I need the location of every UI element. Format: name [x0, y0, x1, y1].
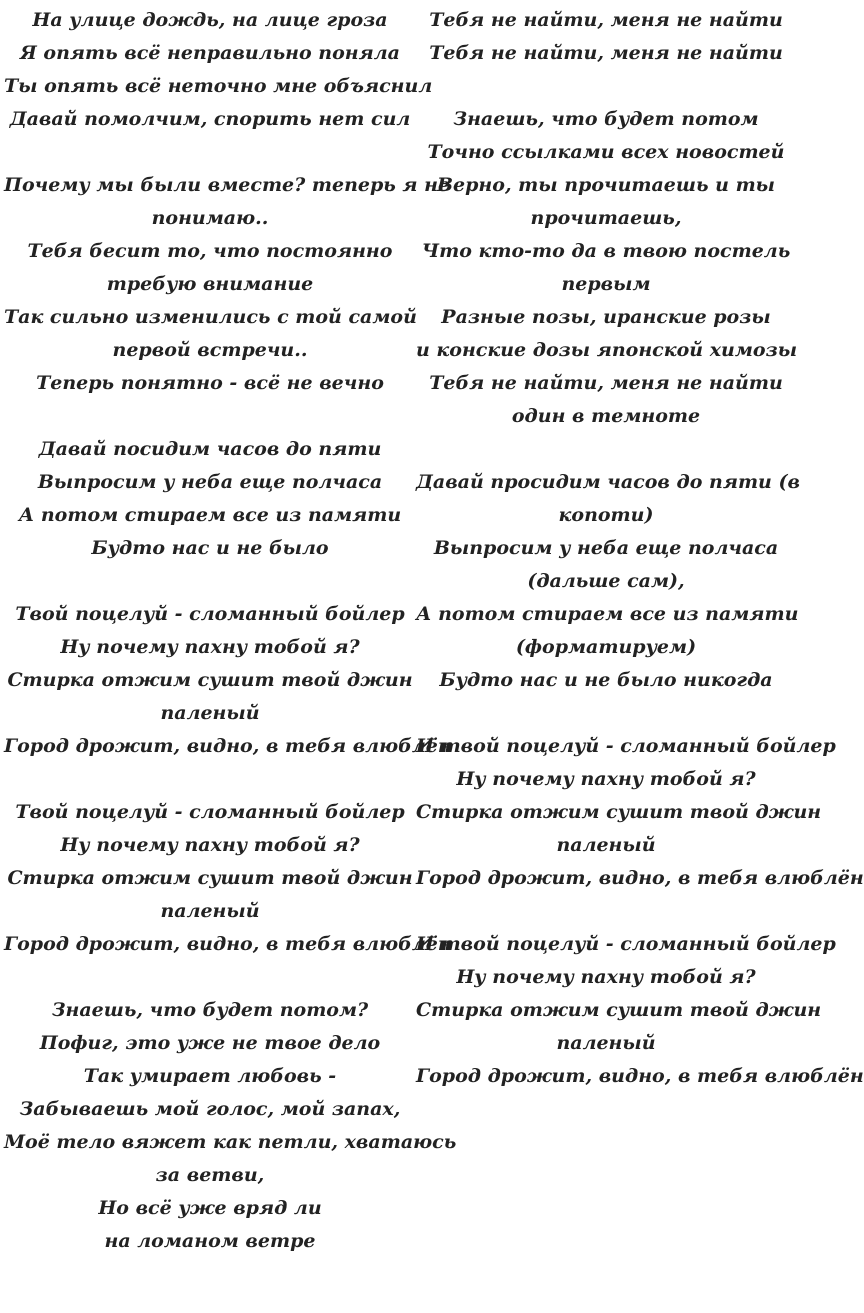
- lyric-line: Моё тело вяжет как петли, хватаюсь: [4, 1131, 457, 1153]
- lyric-line: Город дрожит, видно, в тебя влюблён: [4, 933, 452, 955]
- lyric-line: Давай помолчим, спорить нет сил: [9, 108, 411, 130]
- lyric-line: Что кто-то да в твою постель: [421, 240, 791, 262]
- lyric-line: Ну почему пахну тобой я?: [456, 768, 756, 790]
- lyric-line: А потом стираем все из памяти: [18, 504, 402, 526]
- stanza-gap: [4, 400, 416, 433]
- lyric-line: Выпросим у неба еще полчаса: [433, 537, 779, 559]
- lyric-line: На улице дождь, на лице гроза: [32, 9, 388, 31]
- lyric-line: и конские дозы японской химозы: [416, 339, 798, 361]
- lyric-line: Город дрожит, видно, в тебя влюблён: [416, 867, 864, 889]
- lyric-line: Но всё уже вряд ли: [98, 1197, 322, 1219]
- stanza-gap: [4, 961, 416, 994]
- lyric-line: Тебя не найти, меня не найти: [429, 42, 783, 64]
- lyric-line: Ну почему пахну тобой я?: [456, 966, 756, 988]
- lyric-line: Тебя не найти, меня не найти: [429, 9, 783, 31]
- lyric-line: паленый: [556, 834, 656, 856]
- lyric-line: (дальше сам),: [527, 570, 685, 592]
- lyric-line: Я опять всё неправильно поняла: [20, 42, 400, 64]
- lyric-line: понимаю..: [151, 207, 269, 229]
- stanza-gap: [416, 895, 796, 928]
- lyric-line: Будто нас и не было никогда: [439, 669, 773, 691]
- lyric-line: Тебя не найти, меня не найти: [429, 372, 783, 394]
- lyric-line: один в темноте: [511, 405, 701, 427]
- lyric-line: Тебя бесит то, что постоянно: [27, 240, 393, 262]
- lyrics-column-right: [416, 4, 864, 1313]
- lyric-line: Стирка отжим сушит твой джин: [416, 801, 822, 823]
- lyrics-column-left: [0, 4, 457, 1313]
- lyric-line: Стирка отжим сушит твой джин: [7, 669, 413, 691]
- lyric-line: на ломаном ветре: [104, 1230, 316, 1252]
- lyric-line: Знаешь, что будет потом: [453, 108, 759, 130]
- lyric-line: Ну почему пахну тобой я?: [60, 636, 360, 658]
- lyric-line: Так сильно изменились с той самой: [4, 306, 417, 328]
- lyric-line: Будто нас и не было: [91, 537, 329, 559]
- lyric-line: Выпросим у неба еще полчаса: [37, 471, 383, 493]
- stanza-gap: [4, 763, 416, 796]
- lyric-line: Стирка отжим сушит твой джин: [7, 867, 413, 889]
- lyric-line: Ты опять всё неточно мне объяснил: [4, 75, 433, 97]
- stanza-gap: [4, 136, 416, 169]
- lyric-line: И твой поцелуй - сломанный бойлер: [416, 735, 836, 757]
- lyric-line: Давай просидим часов до пяти (в: [416, 471, 800, 493]
- lyric-line: Город дрожит, видно, в тебя влюблён: [4, 735, 452, 757]
- lyric-line: Верно, ты прочитаешь и ты: [436, 174, 776, 196]
- lyric-line: А потом стираем все из памяти: [416, 603, 799, 625]
- lyric-line: И твой поцелуй - сломанный бойлер: [416, 933, 836, 955]
- lyric-line: Ну почему пахну тобой я?: [60, 834, 360, 856]
- lyric-line: первой встречи..: [112, 339, 308, 361]
- lyric-line: Так умирает любовь -: [83, 1065, 337, 1087]
- lyric-line: паленый: [160, 702, 260, 724]
- stanza-gap: [416, 433, 796, 466]
- lyric-line: Разные позы, иранские розы: [441, 306, 771, 328]
- lyric-line: Забываешь мой голос, мой запах,: [19, 1098, 401, 1120]
- stanza-gap: [4, 565, 416, 598]
- stanza-gap: [416, 70, 796, 103]
- lyric-line: Твой поцелуй - сломанный бойлер: [15, 801, 405, 823]
- lyric-line: Теперь понятно - всё не вечно: [36, 372, 384, 394]
- lyric-line: копоти): [558, 504, 654, 526]
- lyric-line: требую внимание: [106, 273, 314, 295]
- lyric-line: паленый: [160, 900, 260, 922]
- lyric-line: Давай посидим часов до пяти: [38, 438, 382, 460]
- lyric-line: Знаешь, что будет потом?: [51, 999, 369, 1021]
- lyric-line: (форматируем): [515, 636, 697, 658]
- lyric-line: Город дрожит, видно, в тебя влюблён: [416, 1065, 864, 1087]
- lyric-line: паленый: [556, 1032, 656, 1054]
- stanza-gap: [416, 697, 796, 730]
- lyric-line: Точно ссылками всех новостей: [427, 141, 785, 163]
- lyric-line: Пофиг, это уже не твое дело: [39, 1032, 381, 1054]
- lyric-line: Твой поцелуй - сломанный бойлер: [15, 603, 405, 625]
- lyric-line: за ветви,: [155, 1164, 265, 1186]
- lyric-line: первым: [561, 273, 651, 295]
- lyric-line: прочитаешь,: [530, 207, 682, 229]
- lyric-line: Стирка отжим сушит твой джин: [416, 999, 822, 1021]
- lyric-line: Почему мы были вместе? теперь я не: [4, 174, 451, 196]
